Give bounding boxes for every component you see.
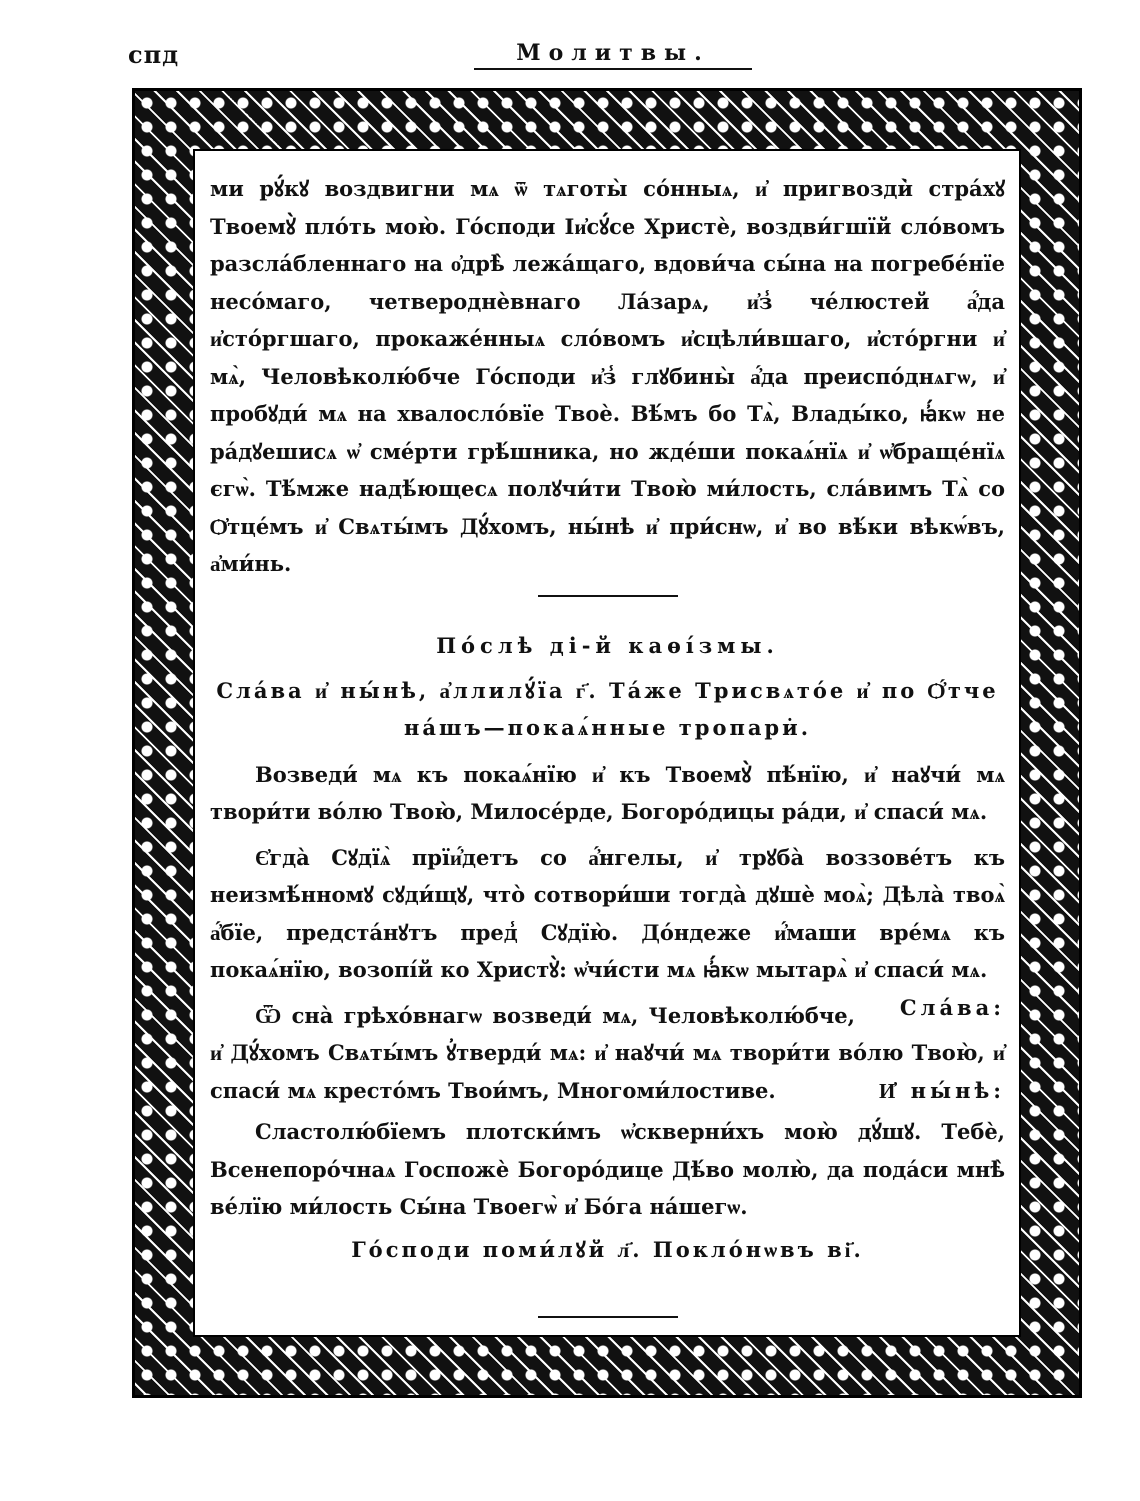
rubric-line-2: на́шъ—покаѧ́нные тропари̇.: [403, 714, 812, 740]
troparion-2: [210, 839, 1005, 1020]
and-now-rubric: И҆ ны́нѣ:: [879, 1077, 1005, 1103]
running-head-title: Молитвы.: [516, 40, 710, 66]
troparion-1: Возведи́ мѧ къ покаѧ́нїю и҆ къ Твоемꙋ̀ пѣ́нїю, и҆ наꙋчи́ мѧ твори́ти во́лю Твою̀, Милосе́рде, Богоро́дицы ра́ди, и҆ спаси́ мѧ.: [210, 761, 1005, 824]
glory-rubric: Сла́ва:: [899, 994, 1005, 1020]
separator-rule-2: [538, 1316, 678, 1318]
section-title: По́слѣ ді-й каѳі́змы.: [436, 632, 779, 658]
separator-rule-1: [538, 595, 678, 597]
running-head-rule: [474, 68, 752, 70]
troparion-2-text: Є҆гда̀ Сꙋдїѧ̀ прїи҆́детъ со а҆́нгелы, и҆ трꙋба̀ воззове́тъ къ неизмѣ́нномꙋ сꙋди́щꙋ, что̀ сотвори́ши тогда̀ дꙋшѐ моѧ̀; Дѣла̀ твоѧ̀ а҆́бїе, предста́нꙋтъ пред̾ Сꙋдїю̀. До́ндеже и҆́маши вре́мѧ къ покаѧ́нїю, возопі́й ко Христꙋ̀: ѡ҆чи́сти мѧ ꙗ҆́кѡ мытарѧ̀ и҆ спаси́ мѧ.: [210, 844, 1005, 982]
closing-rubric: Го́споди поми́лꙋй л҃. Покло́нѡвъ ві҃.: [351, 1236, 864, 1262]
prayer-paragraph: ми рꙋ́кꙋ воздвигни мѧ ѿ тѧготы̀ со́нныѧ, и҆ пригвозди̇̀ стра́хꙋ Твоемꙋ̀ пло́ть мою̀. Го́споди Іи҆сꙋ́се Христѐ, воздви́гшїй сло́вомъ разсла́бленнаго на о҆дрѣ̀ лежа́щаго, вдови́ча сы́на на погребе́нїе несо́маго, четвероднѐвнаго Ла́зарѧ, и҆з̾ че́люстей а҆́да и҆сто́ргшаго, прокаже́нныѧ сло́вомъ и҆сцѣли́вшаго, и҆сто́ргни и҆ мѧ̀, Человѣколю́бче Го́споди и҆з̾ глꙋбины̀ а҆́да преиспо́днѧгѡ, и҆ пробꙋди́ мѧ на хвалосло́вїе Твоѐ. Вѣ́мъ бо Тѧ̀, Влады́ко, ꙗ҆́кѡ не ра́дꙋешисѧ ѡ҆ сме́рти грѣ́шника, но жде́ши покаѧ́нїѧ и҆ ѡ҆браще́нїѧ єгѡ̀. Тѣ́мже надѣ́ющесѧ полꙋчи́ти Твою̀ ми́лость, сла́вимъ Тѧ̀ со Ѻ҆тце́мъ и҆ Свѧты́мъ Дꙋ́хомъ, ны́нѣ и҆ при́снѡ, и҆ во вѣ́ки вѣкѡ́въ, а҆ми́нь.: [210, 176, 1005, 576]
page-number: спд: [128, 40, 180, 69]
rubric-line-1: Сла́ва и҆ ны́нѣ, а҆ллилꙋ́їа г҃. Та́же Трисвѧто́е и҆ по Ѻ҆́тче: [216, 677, 999, 703]
text-area: [210, 170, 1005, 1318]
troparion-3-text: Ѿ сна̀ грѣхо́внагѡ возведи́ мѧ, Человѣколю́бче, и҆ Дꙋ́хомъ Свѧты́мъ ꙋ҆тверди́ мѧ: и҆ наꙋчи́ мѧ твори́ти во́лю Твою̀, и҆ спаси́ мѧ кресто́мъ Твои́мъ, Многоми́лостиве.: [210, 1002, 1005, 1103]
troparion-4: Сластолю́бїемъ плотски́мъ ѡ҆скверни́хъ мою̀ дꙋ́шꙋ. Тебѐ, Всенепоро́чнаѧ Госпожѐ Богоро́дице Дѣ́во молю̀, да пода́си мнѣ̀ ве́лїю ми́лость Сы́на Твоегѡ̀ и҆ Бо́га на́шегѡ.: [210, 1119, 1005, 1219]
